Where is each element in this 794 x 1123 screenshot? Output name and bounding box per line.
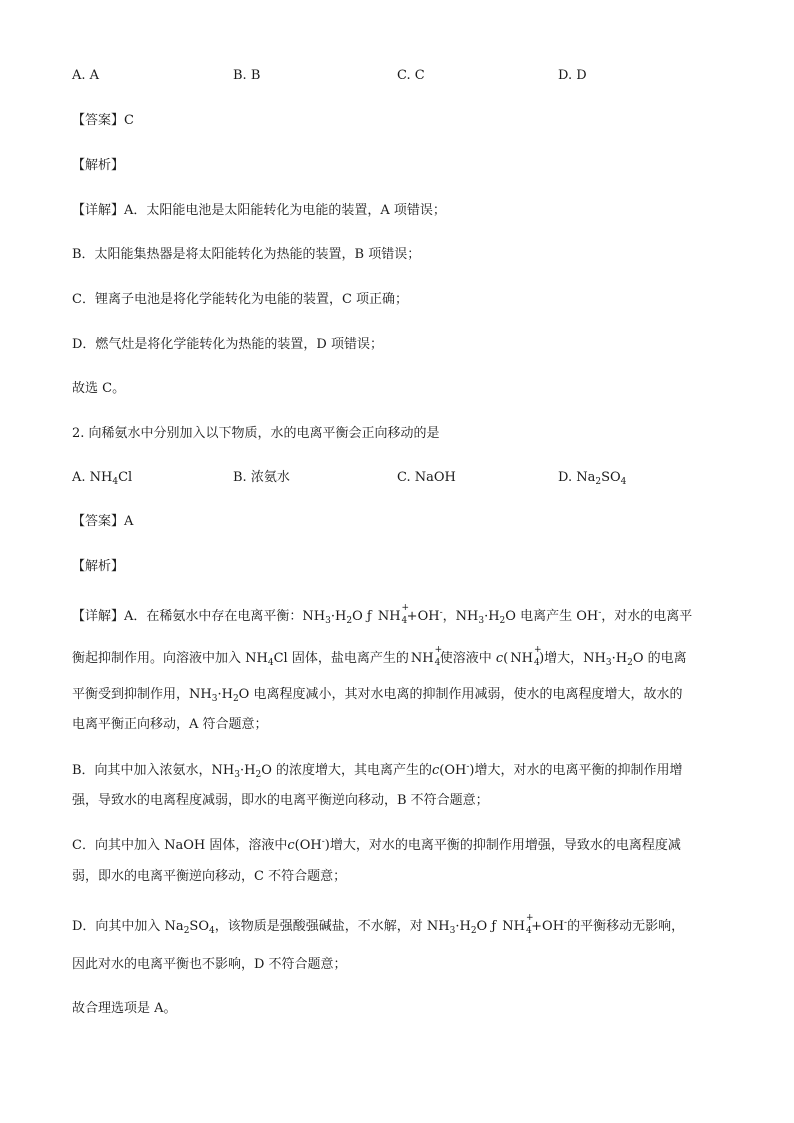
subscript: 3 (449, 926, 456, 936)
text: B．向其中加入浓氨水，NH (72, 763, 235, 778)
superscript: + (526, 913, 534, 923)
q2-detail-b-line-2: 强，导致水的电离程度减弱，即水的电离平衡逆向移动，B 不符合题意； (72, 793, 489, 808)
q1-detail-line-2: B．太阳能集热器是将太阳能转化为热能的装置，B 项错误； (72, 247, 421, 262)
q2-detail-d-line-2: 因此对水的电离平衡也不影响，D 不符合题意； (72, 957, 347, 972)
subscript: 4 (620, 477, 627, 487)
q1-conclusion: 故选 C。 (72, 381, 126, 396)
ion-base: NH (377, 609, 401, 624)
q2-option-d (558, 469, 626, 487)
superscript: + (434, 645, 443, 655)
q2-option-b: B. 浓氨水 (233, 470, 290, 485)
subscript: 4 (533, 658, 540, 668)
q2-stem: 2. 向稀氨水中分别加入以下物质，水的电离平衡会正向移动的是 (72, 426, 440, 441)
q2-detail-c-line-2: 弱，即水的电离平衡逆向移动，C 不符合题意； (72, 869, 347, 884)
q2-detail-c-line-1 (72, 837, 681, 855)
text: ·H (330, 609, 347, 624)
q1-detail-line-1 (72, 202, 446, 220)
opt-text: SO (601, 470, 621, 485)
answer-tag: 【答案】 (72, 514, 125, 529)
text: A．在稀氨水中存在电离平衡：NH (124, 609, 326, 624)
subscript: 3 (211, 694, 218, 704)
q2-detail-a-line-2 (72, 645, 687, 668)
q1-analysis-tag: 【解析】 (72, 158, 125, 173)
text: ·H (217, 687, 233, 702)
subscript: 2 (470, 926, 477, 936)
text: ( (503, 651, 509, 666)
text: 的平衡移动无影响， (567, 919, 685, 934)
subscript: 4 (434, 658, 441, 668)
text: D．向其中加入 Na (72, 919, 184, 934)
q2-option-c: C. NaOH (397, 470, 456, 485)
ammonium-ion (502, 913, 534, 936)
text: Cl 固体，盐电离产生的 (273, 651, 409, 666)
q1-option-a: A. A (72, 68, 100, 83)
text: O 的电离 (632, 651, 687, 666)
text: O 电离程度减小，其对水电离的抑制作用减弱，使水的电离程度增大，故水的 (238, 687, 683, 702)
q2-detail-d-line-1 (72, 913, 685, 936)
subscript: 4 (209, 926, 215, 936)
q1-option-b: B. B (233, 68, 261, 83)
detail-text: A．太阳能电池是太阳能转化为电能的装置，A 项错误； (124, 203, 446, 218)
answer-tag: 【答案】 (72, 113, 125, 128)
q2-detail-a-line-4: 电离平衡正向移动，A 符合题意； (72, 717, 268, 732)
ammonium-ion (510, 645, 542, 668)
text: ·H (611, 651, 628, 666)
subscript: 3 (325, 616, 331, 626)
superscript: - (564, 918, 568, 928)
text: O ƒ (352, 609, 376, 624)
subscript: 4 (267, 658, 274, 668)
opt-text: D. Na (558, 470, 596, 485)
q2-analysis-tag: 【解析】 (72, 559, 125, 574)
concentration-symbol: c (495, 651, 504, 666)
ion-base: NH (410, 651, 434, 666)
superscript: - (439, 608, 443, 618)
text: (OH (294, 838, 322, 853)
text: )增大，对水的电离平衡的抑制作用增 (469, 763, 683, 778)
text: O ƒ (476, 919, 501, 934)
text: +OH (406, 609, 440, 624)
text: O 电离产生 OH (505, 609, 599, 624)
superscript: - (598, 608, 602, 618)
subscript: 2 (499, 616, 506, 626)
superscript: - (321, 837, 325, 847)
answer-value: A (124, 514, 134, 529)
text: 平衡受到抑制作用，NH (72, 687, 212, 702)
text: ·H (455, 919, 471, 934)
superscript: + (401, 603, 410, 613)
detail-tag: 【详解】 (72, 609, 125, 624)
subscript: 2 (183, 926, 190, 936)
subscript: 3 (478, 616, 485, 626)
text: 衡起抑制作用。向溶液中加入 NH (72, 651, 268, 666)
subscript: 4 (526, 926, 532, 936)
q1-answer (72, 112, 134, 130)
text: ，NH (442, 609, 479, 624)
text: )增大，对水的电离平衡的抑制作用增强，导致水的电离程度减 (324, 838, 681, 853)
text: )增大，NH (539, 651, 606, 666)
answer-value: C (124, 113, 134, 128)
text: O 的浓度增大，其电离产生的 (261, 763, 433, 778)
q1-detail-line-3: C．锂离子电池是将化学能转化为电能的装置，C 项正确； (72, 292, 409, 307)
text: ·H (240, 763, 256, 778)
concentration-symbol: c (287, 838, 295, 853)
concentration-symbol: c (432, 763, 440, 778)
superscript: - (466, 762, 470, 772)
q1-detail-line-4: D．燃气灶是将化学能转化为热能的装置，D 项错误； (72, 337, 383, 352)
text: ，该物质是强酸强碱盐，不水解，对 NH (214, 919, 450, 934)
q1-option-c: C. C (397, 68, 425, 83)
subscript: 3 (234, 770, 240, 780)
text: SO (189, 919, 209, 934)
opt-text: Cl (118, 470, 133, 485)
text: (OH (439, 763, 467, 778)
superscript: + (533, 645, 542, 655)
opt-text: A. NH (72, 470, 113, 485)
subscript: 4 (401, 616, 408, 626)
text: 使溶液中 (439, 651, 492, 666)
subscript: 2 (346, 616, 353, 626)
subscript: 4 (112, 477, 119, 487)
q2-option-a (72, 469, 132, 487)
subscript: 3 (605, 658, 612, 668)
q1-option-d: D. D (558, 68, 587, 83)
q2-answer (72, 513, 133, 531)
text: +OH (531, 919, 565, 934)
detail-tag: 【详解】 (72, 203, 125, 218)
text: C．向其中加入 NaOH 固体，溶液中 (72, 838, 288, 853)
ammonium-ion (410, 645, 443, 668)
ammonium-ion (377, 603, 410, 626)
q2-detail-a-line-3 (72, 686, 682, 704)
ion-base: NH (510, 651, 533, 666)
q2-detail-b-line-1 (72, 762, 683, 780)
q2-detail-a-line-1 (72, 603, 693, 626)
q2-conclusion: 故合理选项是 A。 (72, 1001, 177, 1016)
subscript: 2 (627, 658, 633, 668)
subscript: 2 (255, 770, 262, 780)
text: ·H (484, 609, 500, 624)
subscript: 2 (595, 477, 602, 487)
subscript: 2 (232, 694, 239, 704)
text: ，对水的电离平 (601, 609, 693, 624)
ion-base: NH (502, 919, 525, 934)
